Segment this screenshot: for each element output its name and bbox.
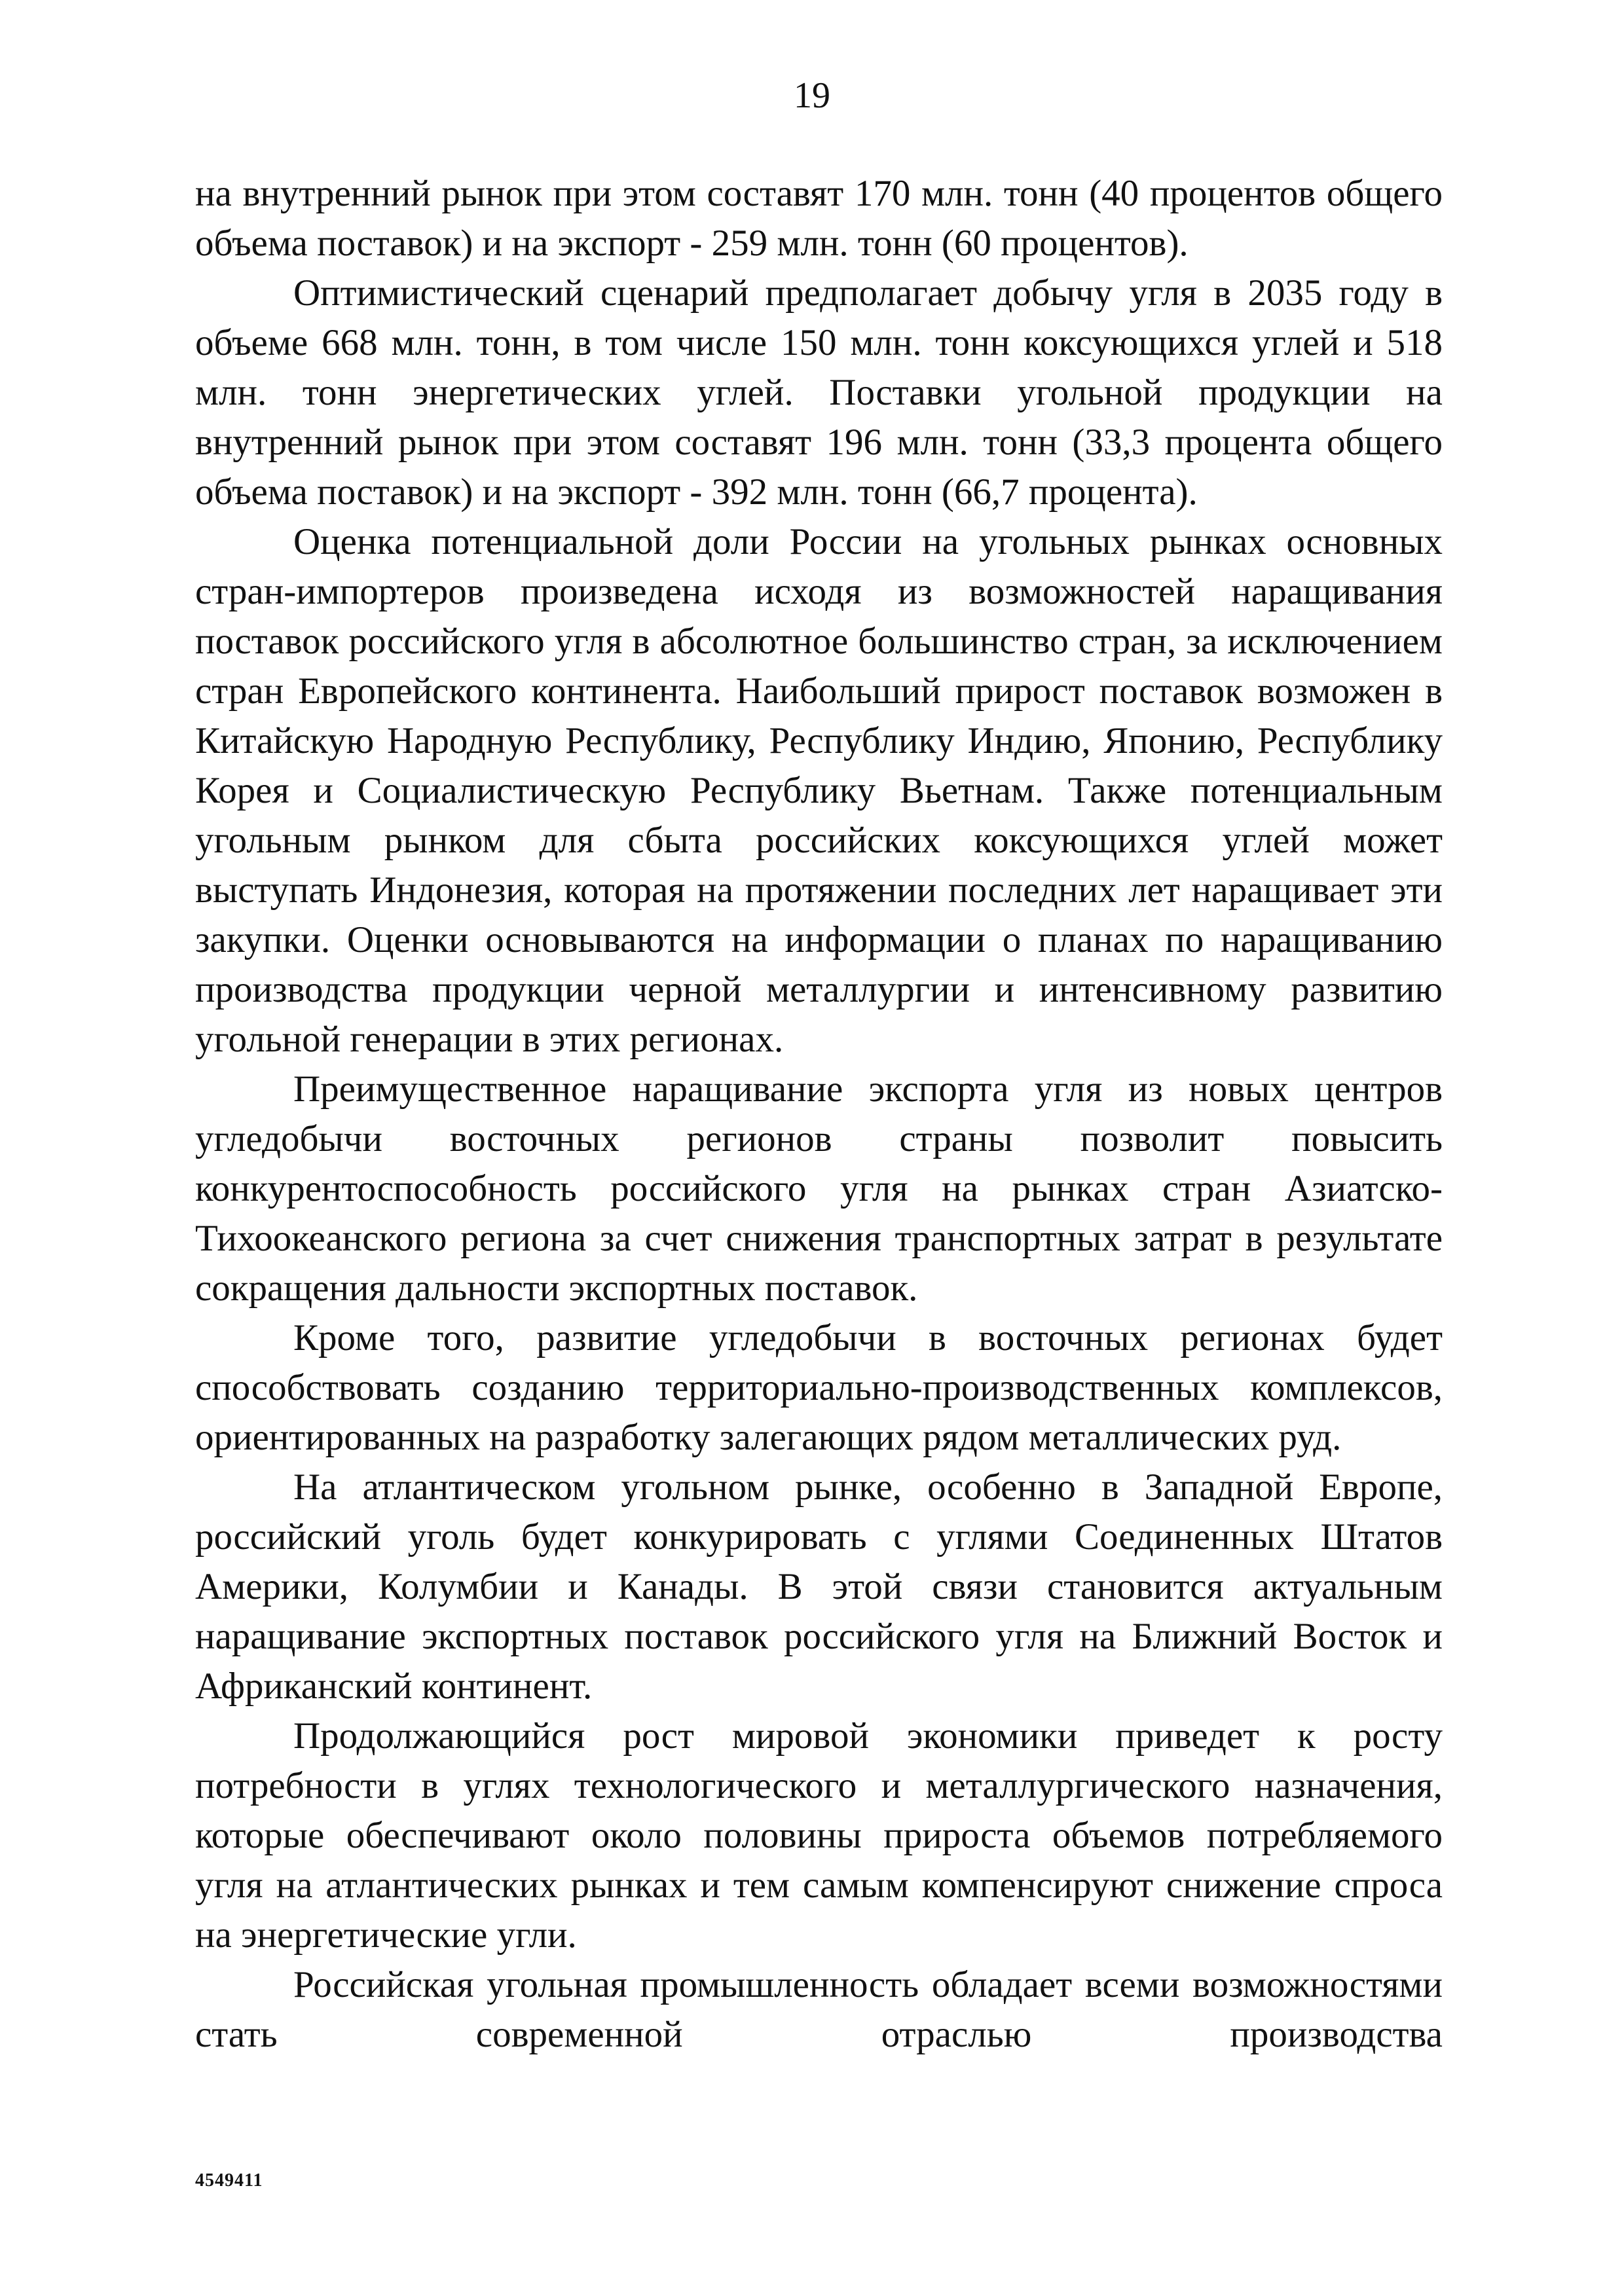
paragraph-eastern-export: Преимущественное наращивание экспорта угля из новых центров угледобычи восточных регионов страны позволит повысить конкурентоспособность российского угля на рынках стран Азиатско-Тихоокеанского региона за счет снижения транспортных затрат в результате сокращения дальности экспортных поставок. — [195, 1068, 1443, 1309]
paragraph-market-share-assessment: Оценка потенциальной доли России на угольных рынках основных стран-импортеров произведена исходя из возможностей наращивания поставок российского угля в абсолютное большинство стран, за исключением стран Европейского континента. Наибольший прирост поставок возможен в Китайскую Народную Республику, Республику Индию, Японию, Республику Корея и Социалистическую Республику Вьетнам. Также потенциальным угольным рынком для сбыта российских коксующихся углей может выступать Индонезия, которая на протяжении последних лет наращивает эти закупки. Оценки основываются на информации о планах по наращиванию производства продукции черной металлургии и интенсивному развитию угольной генерации в этих регионах. — [195, 521, 1443, 1060]
page-number: 19 — [794, 75, 830, 116]
paragraph-optimistic-scenario: Оптимистический сценарий предполагает добычу угля в 2035 году в объеме 668 млн. тонн, в том числе 150 млн. тонн коксующихся углей и 518 млн. тонн энергетических углей. Поставки угольной продукции на внутренний рынок при этом составят 196 млн. тонн (33,3 процента общего объема поставок) и на экспорт - 392 млн. тонн (66,7 процента). — [195, 272, 1443, 513]
paragraph-continuation: на внутренний рынок при этом составят 170 млн. тонн (40 процентов общего объема поставок) и на экспорт - 259 млн. тонн (60 процентов). — [195, 173, 1443, 264]
paragraph-industry-capabilities: Российская угольная промышленность обладает всеми возможностями стать современной отраслью производства — [195, 1964, 1443, 2055]
document-body — [195, 169, 1443, 2060]
paragraph-territorial-complexes: Кроме того, развитие угледобычи в восточных регионах будет способствовать созданию территориально-производственных комплексов, ориентированных на разработку залегающих рядом металлических руд. — [195, 1317, 1443, 1458]
document-id: 4549411 — [195, 2170, 263, 2191]
paragraph-atlantic-market: На атлантическом угольном рынке, особенно в Западной Европе, российский уголь будет конкурировать с углями Соединенных Штатов Америки, Колумбии и Канады. В этой связи становится актуальным наращивание экспортных поставок российского угля на Ближний Восток и Африканский континент. — [195, 1467, 1443, 1707]
paragraph-world-economy-growth: Продолжающийся рост мировой экономики приведет к росту потребности в углях технологического и металлургического назначения, которые обеспечивают около половины прироста объемов потребляемого угля на атлантических рынках и тем самым компенсируют снижение спроса на энергетические угли. — [195, 1715, 1443, 1956]
